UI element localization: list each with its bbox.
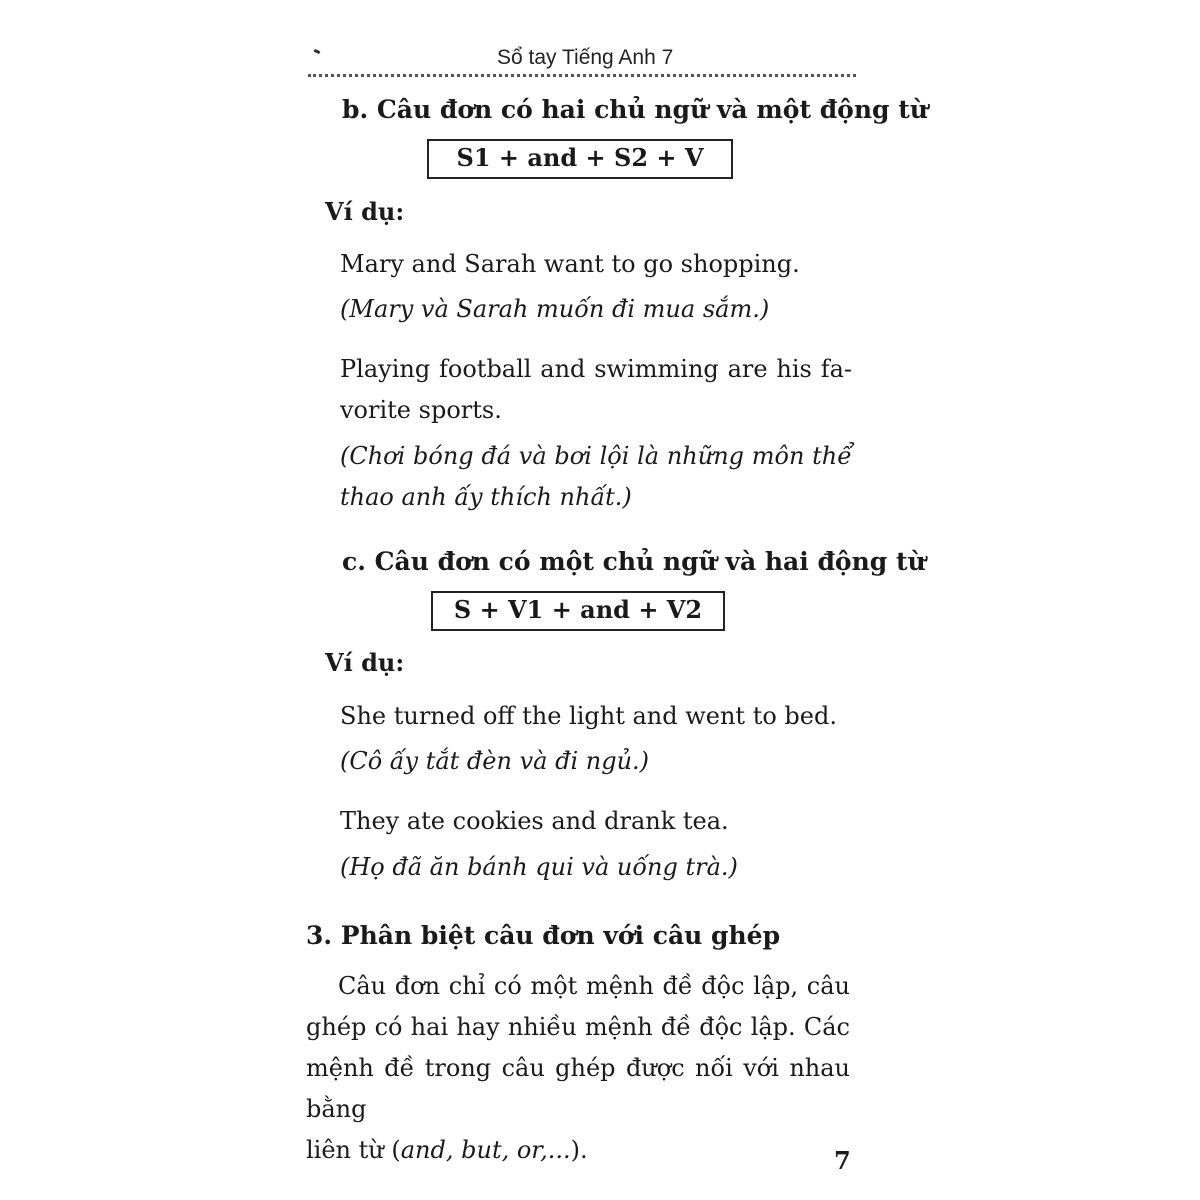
section-c-heading: c. Câu đơn có một chủ ngữ và hai động từ [342,547,926,576]
running-header: Sổ tay Tiếng Anh 7 [497,46,674,69]
paragraph-line: mệnh đề trong câu ghép được nối với nhau bằng [306,1054,850,1123]
paragraph-line: liên từ (and, but, or,...). [306,1136,588,1164]
section-3-paragraph [306,966,850,1171]
section-b-heading: b. Câu đơn có hai chủ ngữ và một động từ [342,95,928,124]
section-c-example-label: Ví dụ: [325,648,405,677]
corner-mark [314,49,321,54]
section-3-heading: 3. Phân biệt câu đơn với câu ghép [306,921,781,950]
example-b1-vietnamese: (Mary và Sarah muốn đi mua sắm.) [340,295,770,323]
example-b2-vietnamese-line2: thao anh ấy thích nhất.) [340,483,632,511]
example-c2-vietnamese: (Họ đã ăn bánh qui và uống trà.) [340,853,738,881]
example-b1-english: Mary and Sarah want to go shopping. [340,250,800,278]
section-c-formula-box: S + V1 + and + V2 [431,591,725,631]
page-number: 7 [834,1146,851,1175]
header-dotted-rule [308,74,856,77]
example-b2-english-line1: Playing football and swimming are his fa- [340,355,852,383]
section-b-formula-box: S1 + and + S2 + V [427,139,733,179]
example-b2-english-line2: vorite sports. [340,396,502,424]
paragraph-line: ghép có hai hay nhiều mệnh đề độc lập. Các [306,1013,850,1041]
example-b2-vietnamese-line1: (Chơi bóng đá và bơi lội là những môn thể [340,442,852,470]
section-b-example-label: Ví dụ: [325,197,405,226]
example-c1-english: She turned off the light and went to bed. [340,702,837,730]
paragraph-line: Câu đơn chỉ có một mệnh đề độc lập, câu [338,972,850,1000]
example-c1-vietnamese: (Cô ấy tắt đèn và đi ngủ.) [340,747,650,775]
example-c2-english: They ate cookies and drank tea. [340,807,729,835]
